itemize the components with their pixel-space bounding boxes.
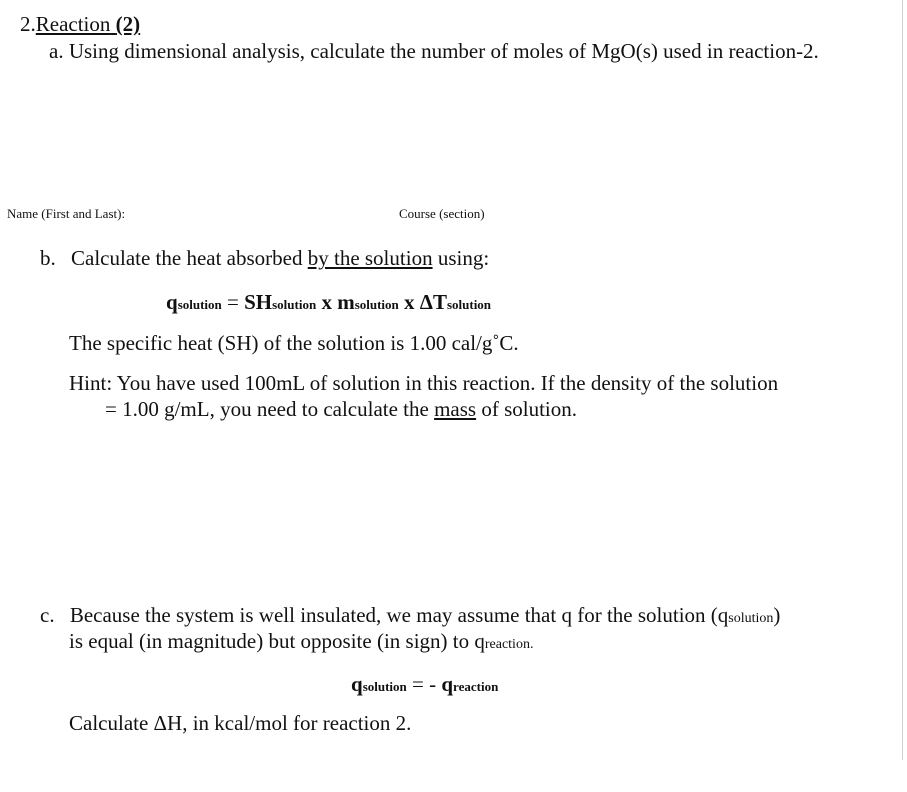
hint-line-2-after: of solution. (476, 397, 578, 421)
relation-q1-sub: solution (362, 679, 407, 694)
hint-line-2 (105, 397, 577, 422)
heat-formula (166, 290, 491, 315)
relation-q2-sub: reaction (453, 679, 499, 694)
hint-line-1: Hint: You have used 100mL of solution in this reaction. If the density of the solution (69, 371, 779, 395)
formula-q-sub: solution (177, 297, 222, 312)
part-a-text: Using dimensional analysis, calculate the number of moles of MgO(s) used in reaction-2. (68, 39, 819, 63)
question-title-text: Reaction (35, 12, 111, 36)
part-c-line1-after: ) (773, 603, 781, 627)
question-heading (20, 12, 140, 37)
q-relation-formula (351, 672, 498, 697)
relation-eq: = - (406, 672, 442, 696)
formula-m: m (337, 290, 355, 314)
formula-delta-t-sub: solution (446, 297, 492, 312)
part-c-line-1-text (70, 603, 781, 627)
relation-q2: q (441, 672, 454, 696)
question-number: 2. (20, 12, 36, 36)
part-c-line1-sub: solution (728, 611, 774, 626)
page-right-border (902, 0, 903, 760)
formula-delta-t: ΔT (419, 290, 447, 314)
part-b-text-before: Calculate the heat absorbed (71, 246, 308, 270)
relation-q1: q (351, 672, 363, 696)
question-title (36, 12, 140, 36)
formula-times-2: x (398, 290, 420, 314)
part-a-label: a. (49, 39, 64, 63)
course-label: Course (section) (399, 206, 485, 221)
formula-q: q (166, 290, 178, 314)
part-b-label: b. (40, 246, 56, 270)
part-b-text-underlined: by the solution (307, 246, 433, 270)
question-title-suffix: (2) (115, 12, 141, 36)
part-a (49, 39, 819, 64)
formula-sh-sub: solution (272, 297, 317, 312)
part-c-line2-sub: reaction. (484, 637, 534, 652)
hint-line-2-before: = 1.00 g/mL, you need to calculate the (105, 397, 435, 421)
part-b-text-after: using: (432, 246, 490, 270)
formula-m-sub: solution (354, 297, 399, 312)
part-c-line2-before: is equal (in magnitude) but opposite (in sign) to q (69, 629, 485, 653)
final-instruction: Calculate ΔH, in kcal/mol for reaction 2. (69, 711, 412, 735)
name-label: Name (First and Last): (7, 206, 126, 221)
part-b-text (71, 246, 489, 270)
formula-eq: = (221, 290, 245, 314)
part-c-line1-before: Because the system is well insulated, we may assume that q for the solution (q (69, 603, 729, 627)
part-c-line-1 (40, 603, 780, 628)
part-c-label: c. (40, 603, 55, 627)
part-b (40, 246, 489, 271)
specific-heat-text: The specific heat (SH) of the solution is 1.00 cal/g˚C. (69, 331, 519, 355)
formula-sh: SH (244, 290, 273, 314)
hint-mass-underlined: mass (434, 397, 477, 421)
formula-times-1: x (316, 290, 338, 314)
part-c-line-2 (69, 629, 533, 654)
